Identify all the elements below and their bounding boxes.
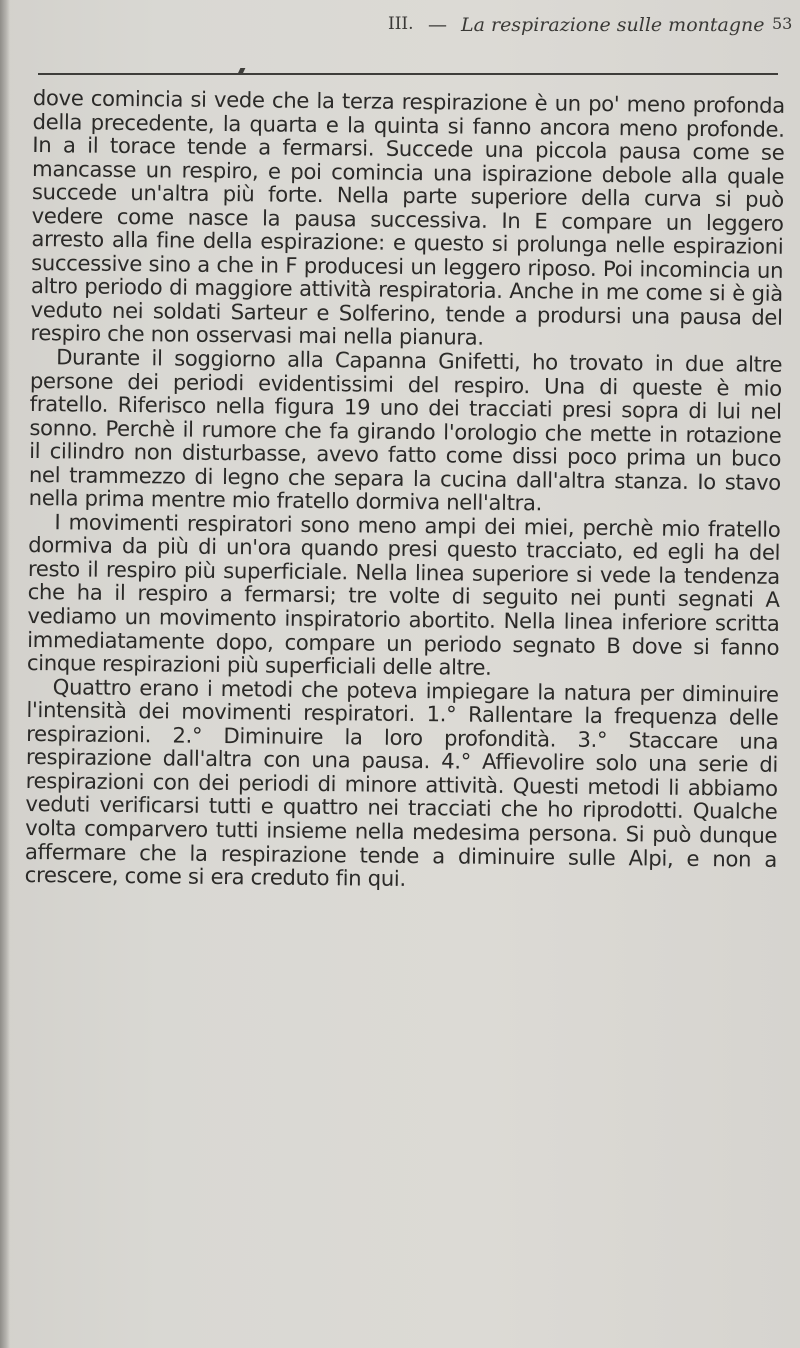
page-number: 53 <box>772 14 793 33</box>
body-text <box>25 86 785 894</box>
running-header <box>388 14 793 44</box>
paragraph-4: Quattro erano i metodi che poteva impiegare la natura per diminuire l'intensità dei movimenti respiratori. 1.° Rallentare la frequenza delle respirazioni. 2.° Diminuire la loro profondità. 3.° Staccare una respirazione dall'altra con una pausa. 4.° Affievolire solo una serie di respirazioni con dei periodi di minore attività. Questi metodi li abbiamo veduti verificarsi tutti e quattro nei tracciati che ho riprodotti. Qualche volta comparvero tutti insieme nella medesima persona. Si può dunque affermare che la respirazione tende a diminuire sulle Alpi, e non a crescere, come si era creduto fin qui. <box>24 673 779 891</box>
paragraph-1: dove comincia si vede che la terza respirazione è un po' meno profonda della precedente, la quarta e la quinta si fanno ancora meno profonde. In a il torace tende a fermarsi. Succede una piccola pausa come se mancasse un respiro, e poi comincia una ispirazione debole alla quale succede un'altra più forte. Nella parte superiore della curva si può vedere come nasce la pausa successiva. In E compare un leggero arresto alla fine della espirazione: e questo si prolunga nelle espirazioni successive sino a che in F producesi un leggero riposo. Poi incomincia un altro periodo di maggiore attività respiratoria. Anche in me come si è già veduto nei soldati Sarteur e Solferino, tende a prodursi una pausa del respiro che non osservasi mai nella pianura. <box>30 85 785 351</box>
page-binding-shadow <box>0 0 10 1348</box>
paragraph-2: Durante il soggiorno alla Capanna Gnifetti, ho trovato in due altre persone dei periodi evidentissimi del respiro. Una di queste è mio fratello. Riferisco nella figura 19 uno dei tracciati presi sopra di lui nel sonno. Perchè il rumore che fa girando l'orologio che mette in rotazione il cilindro non disturbasse, avevo fatto come dissi poco prima un buco nel trammezzo di legno che separa la cucina dall'altra stanza. Io stavo nella prima mentre mio fratello dormiva nell'altra. <box>28 344 783 516</box>
chapter-number: III. <box>388 14 414 34</box>
paragraph-3: I movimenti respiratori sono meno ampi dei miei, perchè mio fratello dormiva da più di un'ora quando presi questo tracciato, ed egli ha del resto il respiro più superficiale. Nella linea superiore si vede la tendenza che ha il respiro a fermarsi; tre volte di seguito nei punti segnati A vediamo un movimento inspiratorio abortito. Nella linea inferiore scritta immediatamente dopo, compare un periodo segnato B dove si fanno cinque respirazioni più superficiali delle altre. <box>26 509 781 680</box>
header-rule <box>38 73 778 75</box>
chapter-title: La respirazione sulle montagne <box>461 14 765 36</box>
header-separator: — <box>428 14 447 36</box>
